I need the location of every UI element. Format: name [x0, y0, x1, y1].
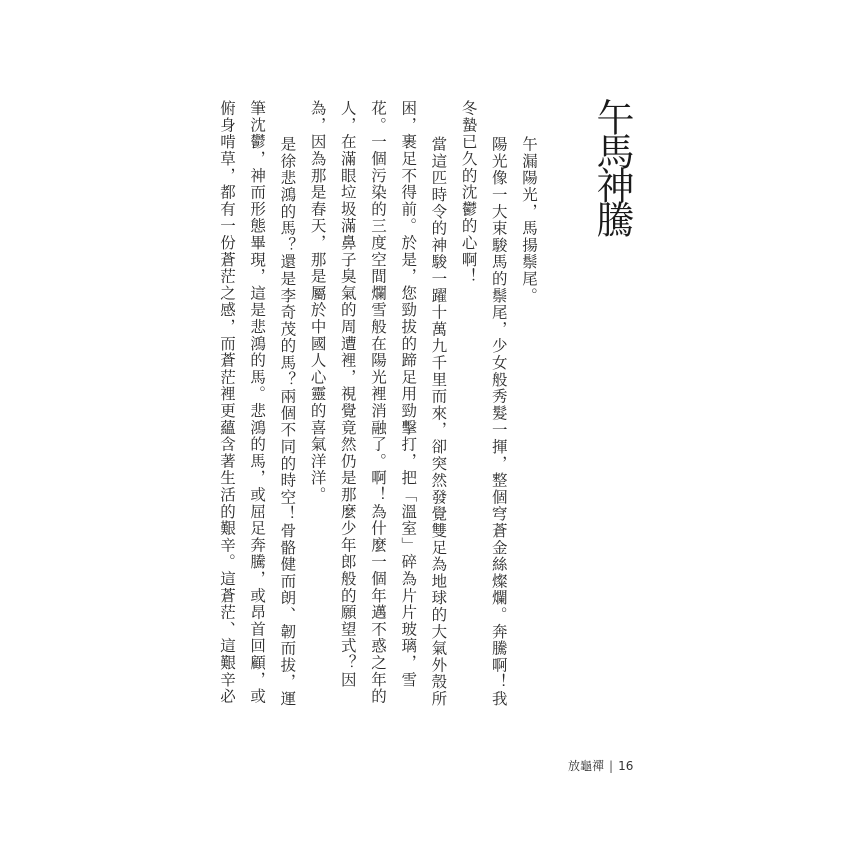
- page-footer: [568, 757, 633, 774]
- footer-separator: |: [609, 759, 614, 773]
- chapter-title: 午馬神騰: [590, 98, 634, 234]
- text-column: 午漏陽光，馬揚鬃尾。: [520, 136, 538, 304]
- text-column: 困，裹足不得前。於是，您勁拔的蹄足用勁擊打，把「溫室」碎為片片玻璃，雪: [399, 100, 418, 688]
- text-column: 花。一個污染的三度空間爛雪般在陽光裡消融了。啊！為什麼一個年邁不惑之年的: [368, 100, 387, 705]
- page-number: 16: [618, 759, 634, 773]
- text-column: 是徐悲鴻的馬？還是李奇茂的馬？兩個不同的時空！骨骼健而朗、韌而拔，運: [278, 136, 297, 708]
- text-column: 當這匹時令的神駿一躍十萬九千里而來，卻突然發覺雙足為地球的大氣外殼所: [429, 136, 448, 708]
- text-column: 冬蟄已久的沈鬱的心啊！: [459, 100, 478, 285]
- text-column: 人，在滿眼垃圾滿鼻子臭氣的周遭裡，視覺竟然仍是那麼少年郎般的願望式？因: [338, 100, 357, 688]
- body-text: [212, 100, 544, 730]
- text-column: 俯身啃草，都有一份蒼茫之感，而蒼茫裡更蘊含著生活的艱辛。這蒼茫、這艱辛必: [217, 100, 236, 705]
- text-column: 為，因為那是春天，那是屬於中國人心靈的喜氣洋洋。: [308, 100, 327, 504]
- book-title: 放龜禪: [568, 759, 605, 773]
- text-column: 陽光像一大束駿馬的鬃尾，少女般秀髮一揮，整個穹蒼金絲燦爛。奔騰啊！我: [489, 136, 508, 708]
- text-column: 筆沈鬱，神而形態畢現，這是悲鴻的馬。悲鴻的馬，或屈足奔騰，或昂首回顧，或: [248, 100, 267, 705]
